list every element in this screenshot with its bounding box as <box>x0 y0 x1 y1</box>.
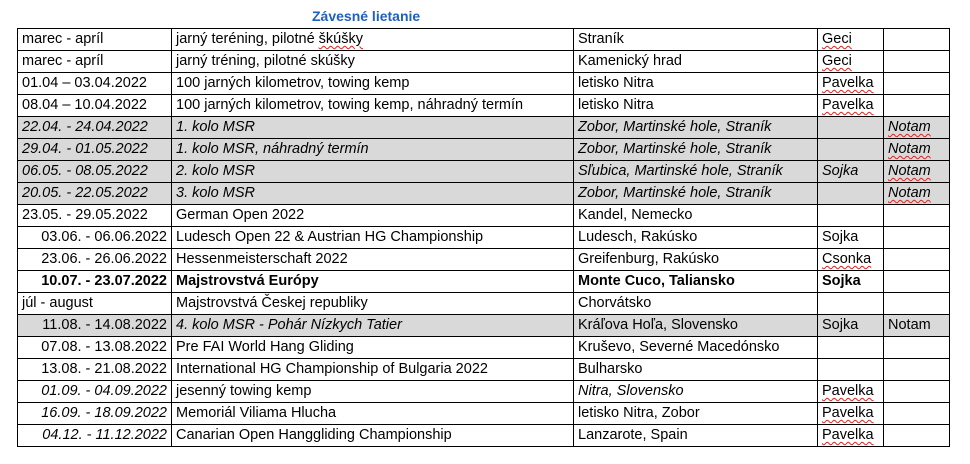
table-row <box>18 315 950 337</box>
table-row <box>18 51 950 73</box>
place-cell: Straník <box>574 29 818 51</box>
place-cell: Greifenburg, Rakúsko <box>574 249 818 271</box>
table-row <box>18 359 950 381</box>
date-cell: 03.06. - 06.06.2022 <box>18 227 172 249</box>
note-text: Notam <box>888 119 931 135</box>
note-cell <box>884 403 950 425</box>
contact-cell <box>818 95 884 117</box>
table-row <box>18 293 950 315</box>
date-cell: 10.07. - 23.07.2022 <box>18 271 172 293</box>
date-cell: 11.08. - 14.08.2022 <box>18 315 172 337</box>
date-cell: 13.08. - 21.08.2022 <box>18 359 172 381</box>
date-cell: 16.09. - 18.09.2022 <box>18 403 172 425</box>
place-cell: Kruševo, Severné Macedónsko <box>574 337 818 359</box>
contact-cell <box>818 337 884 359</box>
event-text: škúšky <box>318 31 363 47</box>
contact-text: Pavelka <box>822 427 874 443</box>
place-cell: letisko Nitra <box>574 73 818 95</box>
note-text: Notam <box>888 163 931 179</box>
contact-cell <box>818 293 884 315</box>
date-cell: 23.05. - 29.05.2022 <box>18 205 172 227</box>
contact-cell: Sojka <box>818 227 884 249</box>
date-cell: 22.04. - 24.04.2022 <box>18 117 172 139</box>
place-cell: Zobor, Martinské hole, Straník <box>574 139 818 161</box>
contact-cell <box>818 359 884 381</box>
contact-text: Pavelka <box>822 97 874 113</box>
place-cell: Zobor, Martinské hole, Straník <box>574 183 818 205</box>
note-text: Notam <box>888 185 931 201</box>
contact-cell <box>818 139 884 161</box>
place-cell: Bulharsko <box>574 359 818 381</box>
contact-cell <box>818 73 884 95</box>
note-text: Notam <box>888 141 931 157</box>
event-cell: Majstrovstvá Európy <box>172 271 574 293</box>
contact-text: Pavelka <box>822 75 874 91</box>
event-cell: jesenný towing kemp <box>172 381 574 403</box>
event-cell: Pre FAI World Hang Gliding <box>172 337 574 359</box>
schedule-table <box>17 28 950 447</box>
event-cell: 1. kolo MSR <box>172 117 574 139</box>
place-cell: Chorvátsko <box>574 293 818 315</box>
contact-text: Pavelka <box>822 383 874 399</box>
table-row <box>18 205 950 227</box>
contact-cell: Sojka <box>818 315 884 337</box>
note-cell <box>884 73 950 95</box>
contact-text: Pavelka <box>822 405 874 421</box>
contact-text: Geci <box>822 53 852 69</box>
event-cell: 100 jarných kilometrov, towing kemp, náhradný termín <box>172 95 574 117</box>
event-cell: 3. kolo MSR <box>172 183 574 205</box>
table-row <box>18 337 950 359</box>
date-cell: marec - apríl <box>18 51 172 73</box>
contact-cell <box>818 117 884 139</box>
contact-cell: Sojka <box>818 271 884 293</box>
contact-text: Geci <box>822 31 852 47</box>
note-cell <box>884 139 950 161</box>
table-row <box>18 425 950 447</box>
table-row <box>18 403 950 425</box>
table-row <box>18 183 950 205</box>
note-cell <box>884 381 950 403</box>
event-cell: 1. kolo MSR, náhradný termín <box>172 139 574 161</box>
table-row <box>18 381 950 403</box>
place-cell: Nitra, Slovensko <box>574 381 818 403</box>
contact-cell <box>818 381 884 403</box>
place-cell: Kamenický hrad <box>574 51 818 73</box>
contact-cell: Sojka <box>818 161 884 183</box>
event-cell: jarný teréning, pilotné škúšky <box>172 29 574 51</box>
table-row <box>18 139 950 161</box>
date-cell: marec - apríl <box>18 29 172 51</box>
place-cell: Sľubica, Martinské hole, Straník <box>574 161 818 183</box>
date-cell: 20.05. - 22.05.2022 <box>18 183 172 205</box>
note-cell <box>884 117 950 139</box>
note-cell <box>884 227 950 249</box>
date-cell: 04.12. - 11.12.2022 <box>18 425 172 447</box>
contact-cell <box>818 425 884 447</box>
note-cell: Notam <box>884 315 950 337</box>
contact-cell <box>818 183 884 205</box>
note-cell <box>884 161 950 183</box>
note-cell <box>884 205 950 227</box>
event-cell: Hessenmeisterschaft 2022 <box>172 249 574 271</box>
table-row <box>18 117 950 139</box>
page-title: Závesné lietanie <box>312 8 421 24</box>
contact-cell <box>818 249 884 271</box>
note-cell <box>884 29 950 51</box>
table-row <box>18 95 950 117</box>
table-row <box>18 271 950 293</box>
note-cell <box>884 95 950 117</box>
place-cell: Kandel, Nemecko <box>574 205 818 227</box>
note-cell <box>884 293 950 315</box>
event-cell: Ludesch Open 22 & Austrian HG Championship <box>172 227 574 249</box>
contact-cell <box>818 205 884 227</box>
date-cell: 08.04 – 10.04.2022 <box>18 95 172 117</box>
place-cell: letisko Nitra, Zobor <box>574 403 818 425</box>
date-cell: júl - august <box>18 293 172 315</box>
place-cell: Monte Cuco, Taliansko <box>574 271 818 293</box>
place-cell: Lanzarote, Spain <box>574 425 818 447</box>
contact-cell <box>818 403 884 425</box>
event-cell: International HG Championship of Bulgaria 2022 <box>172 359 574 381</box>
date-cell: 06.05. - 08.05.2022 <box>18 161 172 183</box>
table-row <box>18 227 950 249</box>
date-cell: 01.04 – 03.04.2022 <box>18 73 172 95</box>
table-row <box>18 73 950 95</box>
place-cell: Kráľova Hoľa, Slovensko <box>574 315 818 337</box>
event-cell: 4. kolo MSR - Pohár Nízkych Tatier <box>172 315 574 337</box>
note-cell <box>884 51 950 73</box>
date-cell: 01.09. - 04.09.2022 <box>18 381 172 403</box>
contact-text: Csonka <box>822 251 872 267</box>
note-cell <box>884 337 950 359</box>
place-cell: Ludesch, Rakúsko <box>574 227 818 249</box>
table-row <box>18 249 950 271</box>
place-cell: letisko Nitra <box>574 95 818 117</box>
date-cell: 23.06. - 26.06.2022 <box>18 249 172 271</box>
note-cell <box>884 359 950 381</box>
note-cell <box>884 271 950 293</box>
date-cell: 07.08. - 13.08.2022 <box>18 337 172 359</box>
event-cell: 2. kolo MSR <box>172 161 574 183</box>
contact-cell <box>818 29 884 51</box>
event-cell: Memoriál Viliama Hlucha <box>172 403 574 425</box>
event-cell: German Open 2022 <box>172 205 574 227</box>
date-cell: 29.04. - 01.05.2022 <box>18 139 172 161</box>
place-cell: Zobor, Martinské hole, Straník <box>574 117 818 139</box>
event-cell: 100 jarných kilometrov, towing kemp <box>172 73 574 95</box>
contact-cell <box>818 51 884 73</box>
note-cell <box>884 249 950 271</box>
note-cell <box>884 425 950 447</box>
note-cell <box>884 183 950 205</box>
table-row <box>18 161 950 183</box>
table-row <box>18 29 950 51</box>
event-cell: Majstrovstvá Českej republiky <box>172 293 574 315</box>
event-cell: Canarian Open Hanggliding Championship <box>172 425 574 447</box>
event-cell: jarný tréning, pilotné skúšky <box>172 51 574 73</box>
